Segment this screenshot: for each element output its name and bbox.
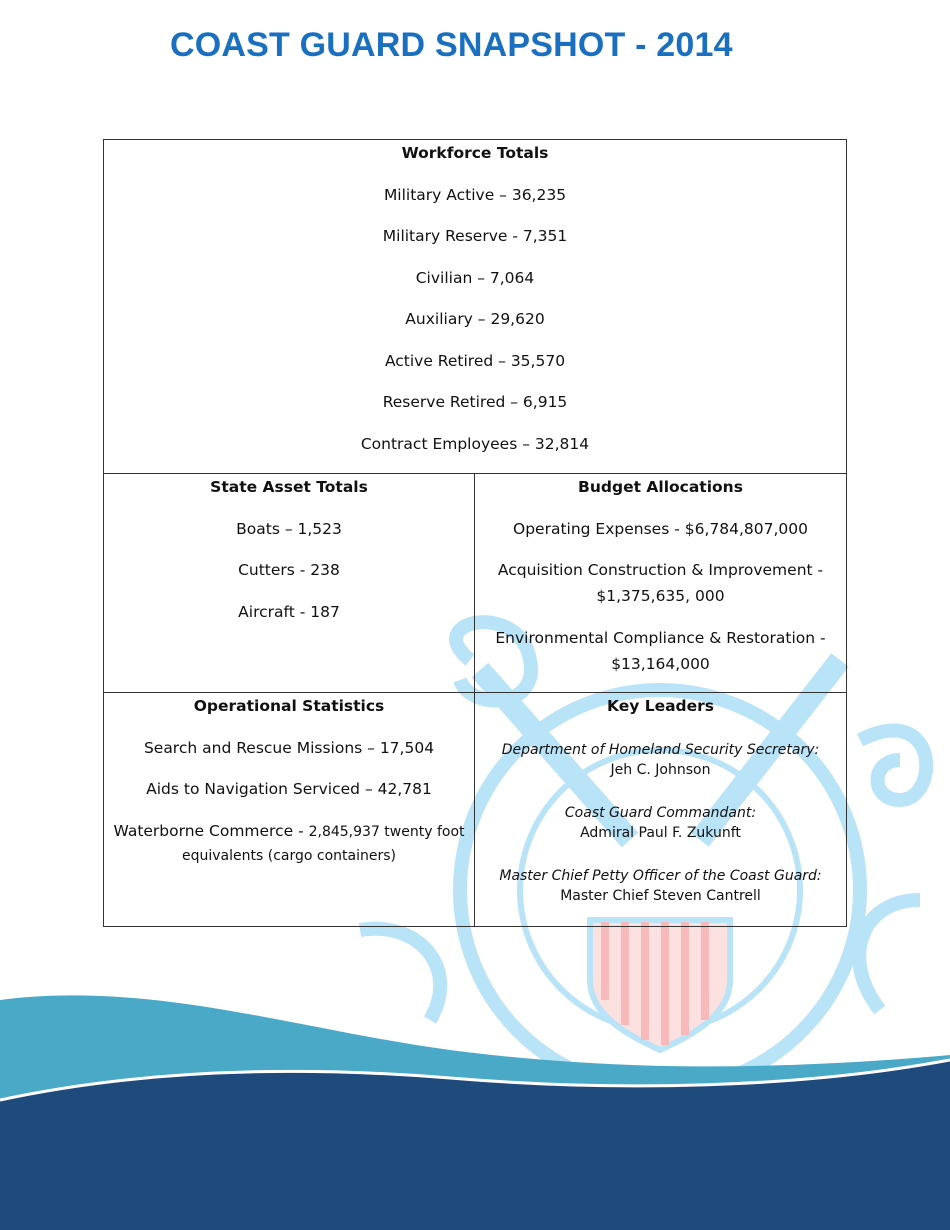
leaders-heading: Key Leaders [606, 697, 715, 715]
workforce-heading: Workforce Totals [401, 144, 549, 162]
commerce-value-continued: equivalents (cargo containers) [182, 847, 396, 864]
key-leaders-section [475, 693, 846, 926]
budget-item-line: Acquisition Construction & Improvement - [497, 561, 824, 579]
asset-item: Aircraft - 187 [238, 602, 340, 621]
leader-name: Master Chief Steven Cantrell [560, 888, 761, 904]
commerce-value: 2,845,937 twenty foot [308, 823, 465, 840]
operational-statistics-section [104, 693, 475, 926]
workforce-item: Contract Employees – 32,814 [360, 434, 590, 453]
asset-item: Cutters - 238 [238, 561, 340, 579]
assets-heading: State Asset Totals [210, 478, 368, 496]
budget-item: Operating Expenses - $6,784,807,000 [513, 519, 808, 538]
leader-role: Coast Guard Commandant: [564, 805, 757, 821]
operations-heading: Operational Statistics [193, 697, 385, 715]
state-asset-totals-section [104, 474, 475, 693]
workforce-item: Military Active – 36,235 [383, 185, 567, 204]
workforce-item: Military Reserve - 7,351 [382, 227, 568, 245]
leader-role: Master Chief Petty Officer of the Coast Guard: [499, 868, 822, 884]
workforce-item: Reserve Retired – 6,915 [382, 393, 568, 411]
workforce-item: Civilian – 7,064 [415, 268, 535, 287]
budget-item-line: Environmental Compliance & Restoration - [495, 628, 826, 647]
leader-role: Department of Homeland Security Secretary: [501, 742, 820, 758]
workforce-item: Active Retired – 35,570 [384, 351, 566, 370]
leader-name: Admiral Paul F. Zukunft [580, 825, 741, 841]
leader-name: Jeh C. Johnson [610, 762, 711, 778]
bottom-wave-decoration [0, 960, 950, 1230]
operations-item [104, 821, 474, 866]
budget-item-amount: $13,164,000 [611, 654, 710, 673]
page-title: COAST GUARD SNAPSHOT - 2014 [170, 26, 733, 64]
operations-item: Aids to Navigation Serviced – 42,781 [146, 780, 432, 798]
workforce-totals-section [104, 140, 846, 474]
workforce-item: Auxiliary – 29,620 [405, 310, 545, 328]
operations-item: Search and Rescue Missions – 17,504 [143, 738, 435, 757]
commerce-label: Waterborne Commerce - [113, 821, 309, 840]
budget-allocations-section [475, 474, 846, 693]
budget-item [475, 560, 846, 606]
snapshot-table [103, 139, 847, 927]
asset-item: Boats – 1,523 [236, 519, 342, 538]
budget-item-amount: $1,375,635, 000 [596, 587, 725, 605]
budget-item [475, 628, 846, 674]
budget-heading: Budget Allocations [578, 478, 743, 496]
